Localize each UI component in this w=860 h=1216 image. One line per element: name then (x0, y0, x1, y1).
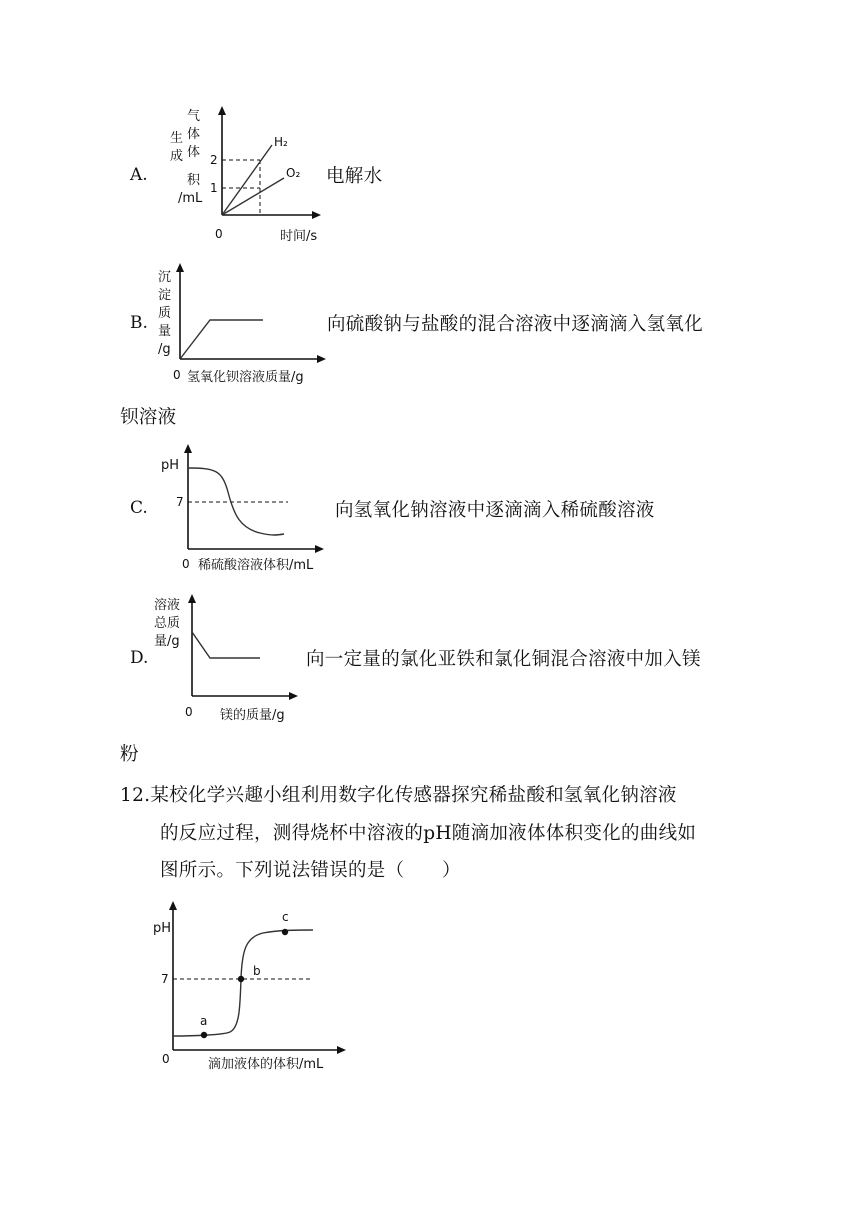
option-a-ylabel-side-1: 生 (170, 131, 184, 146)
option-b-description-cont: 钡溶液 (120, 407, 177, 428)
option-a-ylabel-2: 体 (187, 127, 201, 142)
option-b-ylabel-5: /g (158, 342, 171, 357)
option-b-origin: 0 (173, 368, 181, 382)
option-b-description: 向硫酸钠与盐酸的混合溶液中逐滴滴入氢氧化 (327, 314, 704, 335)
question-12-line-1: 12.某校化学兴趣小组利用数字化传感器探究稀盐酸和氢氧化钠溶液 (120, 785, 677, 806)
option-c-letter: C. (130, 498, 148, 518)
question-12-line-3: 图所示。下列说法错误的是（ ） (160, 860, 461, 881)
q12-xlabel: 滴加液体的体积/mL (208, 1057, 324, 1072)
option-a-ylabel-5: /mL (178, 191, 203, 206)
option-d-origin: 0 (185, 705, 193, 719)
option-d-description: 向一定量的氯化亚铁和氯化铜混合溶液中加入镁 (306, 649, 701, 670)
option-b-letter: B. (130, 313, 148, 333)
option-b-ylabel-3: 质 (158, 306, 172, 321)
option-b-ylabel-1: 沉 (158, 270, 172, 285)
option-a-origin: 0 (215, 227, 223, 241)
option-a-series-o2: O₂ (286, 166, 301, 180)
option-a-ytick-1: 1 (210, 181, 218, 195)
option-d-xlabel: 镁的质量/g (220, 708, 285, 723)
option-b-chart (155, 255, 355, 385)
q12-point-b: b (253, 964, 261, 978)
option-a-letter: A. (130, 165, 148, 185)
option-a-ylabel-side-2: 成 (170, 149, 184, 164)
option-c-xlabel: 稀硫酸溶液体积/mL (198, 558, 314, 573)
option-b-xlabel: 氢氧化钡溶液质量/g (187, 370, 304, 385)
option-d-ylabel-1: 溶液 (154, 598, 181, 613)
q12-point-c: c (282, 910, 289, 924)
q12-ylabel: pH (153, 921, 172, 936)
option-a-ylabel-1: 气 (187, 109, 201, 124)
option-a-series-h2: H₂ (274, 135, 288, 149)
option-c-origin: 0 (182, 557, 190, 571)
option-d-letter: D. (130, 648, 149, 668)
option-b-ylabel-2: 淀 (158, 288, 172, 303)
question-12-chart (148, 895, 368, 1075)
option-a-ytick-2: 2 (210, 153, 218, 167)
option-c-description: 向氢氧化钠溶液中逐滴滴入稀硫酸溶液 (335, 500, 655, 521)
q12-point-a: a (200, 1014, 208, 1028)
option-a-ylabel-4: 积 (187, 173, 201, 188)
option-b-ylabel-4: 量 (158, 324, 172, 339)
option-c-ylabel: pH (161, 458, 180, 473)
option-d-ylabel-3: 量/g (154, 634, 180, 649)
q12-ytick-7: 7 (161, 972, 169, 986)
option-d-ylabel-2: 总质 (154, 616, 181, 631)
option-d-description-cont: 粉 (120, 744, 139, 765)
option-c-chart (160, 440, 360, 575)
option-a-xlabel: 时间/s (280, 229, 318, 244)
question-12-line-2: 的反应过程，测得烧杯中溶液的pH随滴加液体体积变化的曲线如 (160, 823, 697, 844)
option-a-description: 电解水 (326, 166, 383, 187)
option-c-ytick-7: 7 (176, 495, 184, 509)
option-a-ylabel-3: 体 (187, 145, 201, 160)
q12-origin: 0 (162, 1052, 170, 1066)
